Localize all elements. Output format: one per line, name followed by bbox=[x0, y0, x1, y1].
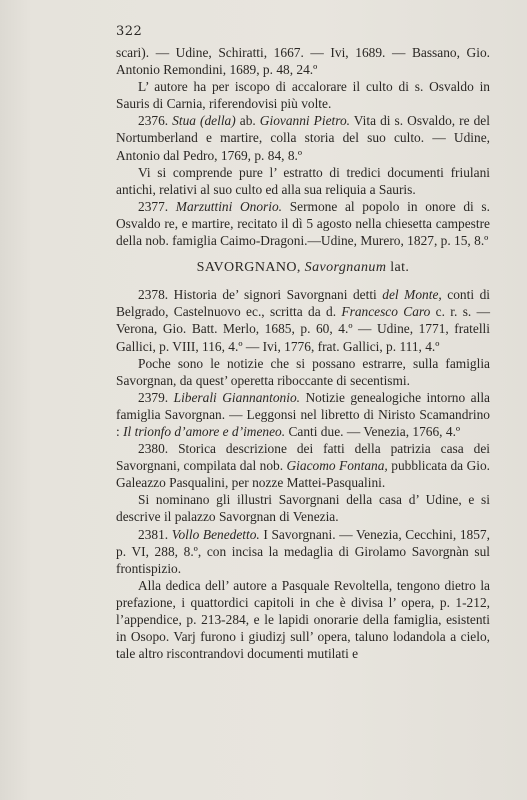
paragraph bbox=[116, 112, 490, 163]
paragraph bbox=[116, 355, 490, 389]
paragraph bbox=[116, 78, 490, 112]
paragraph bbox=[116, 440, 490, 491]
italic-text: Stua (della) bbox=[172, 113, 236, 129]
text-run: 2379. bbox=[138, 389, 174, 405]
text-run: Vita di s. Osvaldo, re del Nortumberland e martire, colla storia del suo culto. — Udine, Antonio dal Pedro, 1769, p. 84, 8.º bbox=[116, 113, 490, 163]
paragraph bbox=[116, 286, 490, 354]
text-run: 2378. Historia de’ signori Savorgnani detti bbox=[138, 287, 383, 303]
text-run: 2381. bbox=[138, 526, 172, 542]
paragraph bbox=[116, 577, 490, 662]
paragraph bbox=[116, 164, 490, 198]
text-run: 2376. bbox=[138, 113, 173, 129]
text-run: I Savorgnani. — Venezia, Cecchini, 1857, p. VI, 288, 8.º, con incisa la medaglia di Girolamo Savorgnàn sul frontispizio. bbox=[116, 526, 490, 576]
section-heading bbox=[116, 259, 490, 276]
paragraph bbox=[116, 389, 490, 440]
text-run: lat. bbox=[386, 260, 410, 276]
text-run: 2377. bbox=[138, 198, 176, 214]
text-run: Notizie genealogiche intorno alla famiglia Savorgnan. — Leggonsi nel libretto di Niristo Scamandrino : bbox=[116, 389, 491, 439]
italic-text: Liberali Giannantonio. bbox=[173, 389, 301, 405]
text-run: Canti due. — Venezia, 1766, 4.º bbox=[285, 423, 461, 439]
italic-text: Vollo Benedetto. bbox=[171, 526, 260, 542]
text-run: c. r. s. — Verona, Gio. Batt. Merlo, 1685, p. 60, 4.º — Udine, 1771, fratelli Gallici, p. VIII, 116, 4.º — Ivi, 1776, frat. Gallici, p. 111, 4.º bbox=[116, 304, 491, 354]
italic-text: Giovanni Pietro. bbox=[259, 113, 350, 129]
text-run: ab. bbox=[235, 113, 260, 129]
italic-text: Savorgnanum bbox=[304, 260, 387, 276]
page-number: 322 bbox=[116, 24, 143, 39]
text-run: conti di Belgrado, Castelnuovo ec., scritta da d. bbox=[116, 287, 490, 320]
page-body bbox=[116, 44, 490, 662]
italic-text: del Monte, bbox=[382, 287, 442, 303]
text-run: pubblicata da Gio. Galeazzo Pasqualini, per nozze Mattei-Pasqualini. bbox=[116, 458, 491, 491]
paragraph bbox=[116, 44, 490, 78]
text-run: Si nominano gli illustri Savorgnani della casa d’ Udine, e si descrive il palazzo Savorgnan di Venezia. bbox=[116, 492, 490, 525]
italic-text: Giacomo Fontana, bbox=[286, 458, 388, 474]
text-run: Poche sono le notizie che si possano estrarre, sulla famiglia Savorgnan, da quest’ operetta riboccante di secentismi. bbox=[116, 355, 490, 388]
paragraph bbox=[116, 491, 490, 525]
text-run: Vi si comprende pure l’ estratto di tredici documenti friulani antichi, relativi al suo culto ed alla sua reliquia a Sauris. bbox=[116, 164, 490, 197]
text-run: SAVORGNANO, bbox=[196, 260, 305, 276]
italic-text: Il trionfo d’amore e d’imeneo. bbox=[123, 423, 286, 439]
italic-text: Marzuttini Onorio. bbox=[175, 198, 283, 214]
text-run: L’ autore ha per iscopo di accalorare il culto di s. Osvaldo in Sauris di Carnia, riferendovisi più volte. bbox=[116, 79, 490, 112]
text-run: 2380. Storica descrizione dei fatti della patrizia casa dei Savorgnani, compilata dal nob. bbox=[116, 441, 490, 474]
text-run: Sermone al popolo in onore di s. Osvaldo re, e martire, recitato il dì 5 agosto nella chiesetta campestre della nob. famiglia Caimo-Dragoni.—Udine, Murero, 1827, p. 15, 8.º bbox=[116, 198, 490, 249]
paragraph bbox=[116, 198, 490, 249]
paragraph bbox=[116, 526, 490, 577]
text-run: Alla dedica dell’ autore a Pasquale Revoltella, tengono dietro la prefazione, i quattordici capitoli in che è divisa l’ opera, p. 1-212, l’appendice, p. 213-284, e le lapidi onorarie della famiglia, esistenti in Osopo. Varj furono i giudizj sull’ opera, taluno lodandola a cielo, tale altro riscontrandovi documenti mutilati e bbox=[116, 577, 490, 662]
italic-text: Francesco Caro bbox=[341, 304, 431, 320]
text-run: scari). — Udine, Schiratti, 1667. — Ivi, 1689. — Bassano, Gio. Antonio Remondini, 1689, p. 48, 24.º bbox=[116, 45, 490, 78]
